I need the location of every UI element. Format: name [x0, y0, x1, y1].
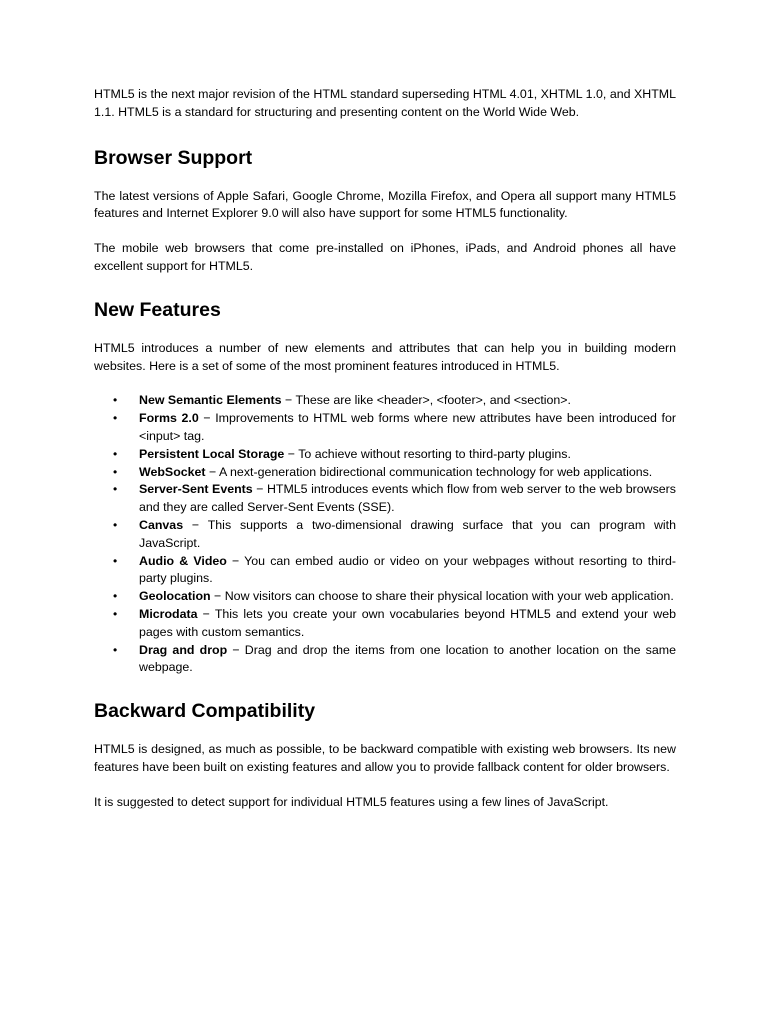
bullet-icon: • [113, 446, 118, 461]
feature-description: − Now visitors can choose to share their physical location with your web application. [210, 589, 674, 604]
feature-term: Drag and drop [139, 642, 228, 657]
feature-description: − These are like <header>, <footer>, and <section>. [281, 393, 571, 408]
feature-term: New Semantic Elements [139, 393, 282, 408]
new-features-heading: New Features [94, 298, 221, 321]
browser-support-paragraph-2: The mobile web browsers that come pre-installed on iPhones, iPads, and Android phones all have excellent support for HTML5. [94, 241, 676, 273]
new-features-paragraph: HTML5 introduces a number of new elements and attributes that can help you in building modern websites. Here is a set of some of the most prominent features introduced in HTML5. [94, 340, 676, 373]
feature-item-canvas [94, 517, 676, 553]
feature-term: Forms 2.0 [139, 411, 199, 426]
feature-term: Server-Sent Events [139, 482, 253, 497]
feature-description: − HTML5 introduces events which flow from web server to the web browsers and they are called Server-Sent Events (SSE). [139, 482, 676, 515]
feature-item-websocket [94, 464, 676, 482]
bullet-icon: • [113, 482, 118, 497]
feature-item-forms [94, 410, 676, 446]
feature-term: Microdata [139, 606, 198, 621]
bullet-icon: • [113, 517, 118, 532]
bullet-icon: • [113, 606, 118, 621]
browser-support-paragraph-1: The latest versions of Apple Safari, Google Chrome, Mozilla Firefox, and Opera all support many HTML5 features and Internet Explorer 9.0 will also have support for some HTML5 functionality. [94, 188, 676, 221]
bullet-icon: • [113, 642, 118, 657]
intro-paragraph: HTML5 is the next major revision of the HTML standard superseding HTML 4.01, XHTML 1.0, and XHTML 1.1. HTML5 is a standard for structuring and presenting content on the World Wide Web. [94, 87, 676, 119]
feature-description: − This supports a two-dimensional drawing surface that you can program with JavaScript. [139, 517, 676, 550]
feature-description: − A next-generation bidirectional communication technology for web applications. [205, 464, 653, 479]
feature-description: − To achieve without resorting to third-party plugins. [284, 446, 571, 461]
feature-term: Geolocation [139, 589, 211, 604]
feature-item-server-sent-events [94, 481, 676, 517]
backward-compatibility-heading: Backward Compatibility [94, 700, 316, 723]
feature-item-audio-video [94, 553, 676, 589]
bullet-icon: • [113, 411, 118, 426]
feature-term: WebSocket [139, 464, 206, 479]
backward-compatibility-paragraph-2: It is suggested to detect support for individual HTML5 features using a few lines of JavaScript. [94, 794, 609, 809]
feature-list [94, 392, 676, 677]
feature-term: Canvas [139, 517, 184, 532]
feature-item-microdata [94, 606, 676, 642]
feature-description: − This lets you create your own vocabularies beyond HTML5 and extend your web pages with custom semantics. [139, 606, 676, 639]
feature-item-geolocation [94, 588, 676, 606]
document-page [94, 86, 676, 812]
feature-term: Audio & Video [139, 553, 227, 568]
backward-compatibility-paragraph-1: HTML5 is designed, as much as possible, to be backward compatible with existing web browsers. Its new features have been built on existing features and allow you to provide fallback content for older browsers. [94, 742, 676, 774]
browser-support-heading: Browser Support [94, 146, 253, 169]
feature-description: − Drag and drop the items from one location to another location on the same webpage. [139, 642, 676, 675]
feature-description: − Improvements to HTML web forms where new attributes have been introduced for <input> tag. [139, 411, 676, 443]
feature-term: Persistent Local Storage [139, 446, 285, 461]
bullet-icon: • [113, 553, 118, 568]
bullet-icon: • [113, 589, 118, 604]
feature-description: − You can embed audio or video on your webpages without resorting to third-party plugins. [139, 553, 676, 586]
feature-item-local-storage [94, 446, 676, 464]
feature-item-drag-and-drop [94, 642, 676, 678]
feature-item-semantic-elements [94, 392, 676, 410]
bullet-icon: • [113, 464, 118, 479]
bullet-icon: • [113, 393, 118, 408]
